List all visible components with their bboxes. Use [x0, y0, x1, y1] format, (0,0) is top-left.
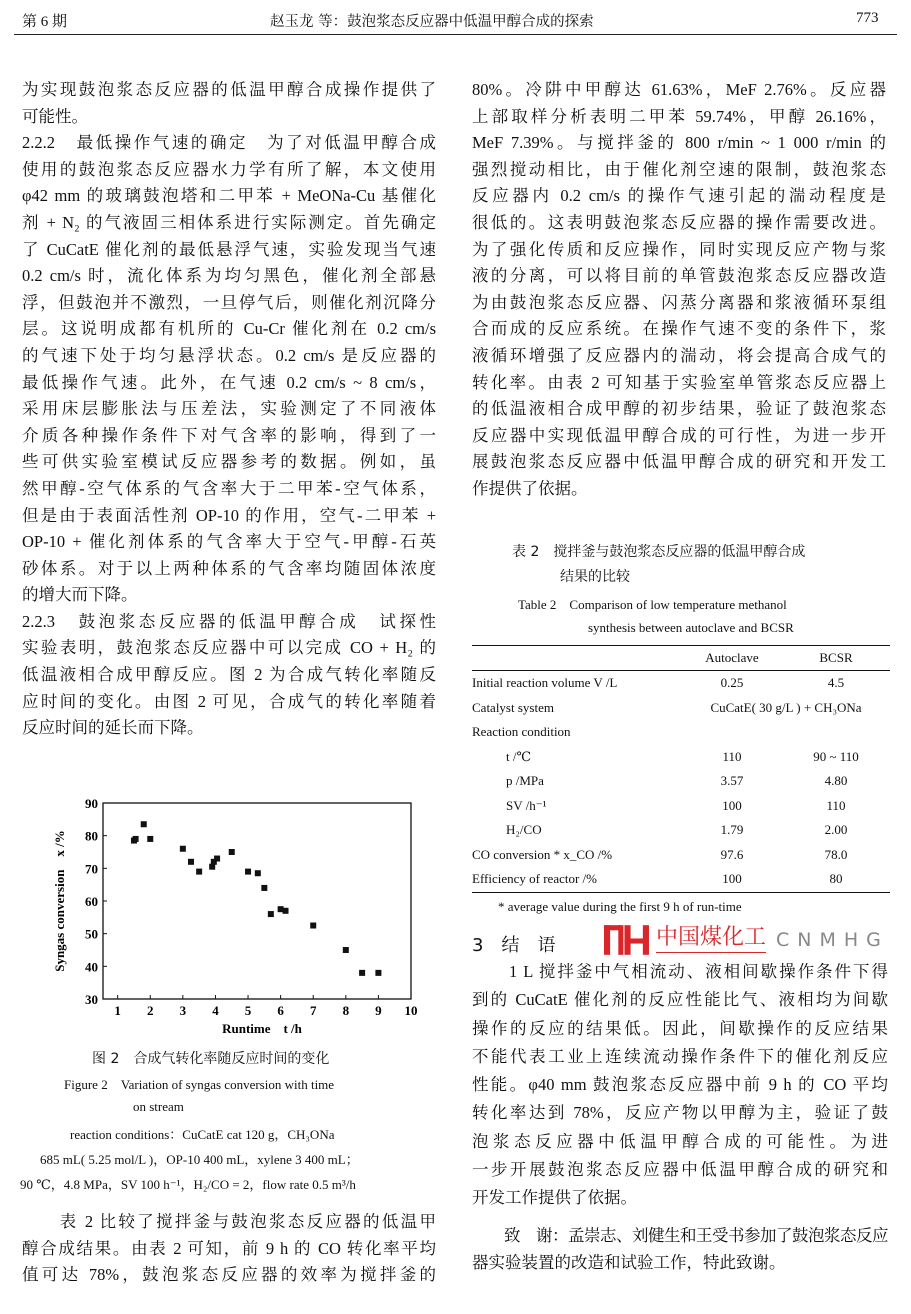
text-line: 采用床层膨胀法与压差法，实验测定了不同液体	[22, 399, 436, 419]
y-tick-label: 60	[85, 894, 98, 909]
text-line: 醇合成结果。由表 2 可知，前 9 h 的 CO 转化率平均	[22, 1238, 436, 1258]
x-tick-label: 7	[309, 1003, 317, 1018]
table-footnote: * average value during the first 9 h of run-time	[498, 899, 742, 914]
text-line: 为了强化传质和反应操作，同时实现反应产物与浆	[472, 239, 886, 259]
text-line: 应时间的变化。由图 2 可见，合成气的转化率随着	[22, 691, 436, 711]
text-line: 的增大而下降。	[22, 585, 138, 605]
text-line: 器实验装置的改造和试验工作，特此致谢。	[472, 1252, 786, 1272]
figure-caption-cn: 图 2 合成气转化率随反应时间的变化	[92, 1051, 330, 1067]
y-tick-label: 80	[85, 828, 98, 844]
y-tick-label: 50	[85, 926, 98, 942]
cell-bcsr: 110	[826, 797, 846, 813]
text-line: 表 2 比较了搅拌釜与鼓泡浆态反应器的低温甲	[22, 1212, 436, 1231]
text-line: 不能代表工业上连续流动操作条件下的催化剂反应	[472, 1046, 888, 1066]
y-tick-label: 70	[85, 861, 98, 877]
text-line: 剂 + N₂ 的气液固三相体系进行实际测定。首先确定	[22, 212, 436, 232]
watermark-mark-icon	[604, 925, 650, 955]
data-point	[255, 870, 261, 876]
watermark-cn: 中国煤化工	[656, 924, 766, 953]
row-label: Catalyst system	[472, 699, 554, 715]
left-column-text	[22, 77, 436, 742]
page-number: 773	[856, 10, 879, 26]
acknowledgement-text	[472, 1223, 888, 1276]
row-label: t /℃	[506, 748, 532, 764]
cell-bcsr: 80	[829, 871, 843, 887]
table-row	[472, 867, 890, 892]
right-column-text	[472, 77, 886, 503]
cell-autoclave: 97.6	[720, 846, 744, 862]
y-tick-label: 30	[85, 992, 98, 1007]
text-line: 为实现鼓泡浆态反应器的低温甲醇合成操作提供了	[22, 80, 436, 99]
text-line: 0.2 cm/s 时，流化体系为均匀黑色，催化剂全部悬	[22, 266, 436, 286]
table-row	[472, 671, 890, 696]
text-line: 液循环增强了反应器内的湍动，将会提高合成气的	[472, 345, 886, 365]
section-heading: 3 结 语	[472, 935, 556, 956]
cell-bcsr: 2.00	[824, 822, 848, 838]
text-line: 转化率。由表 2 可知基于实验室单管浆态反应器上	[472, 372, 886, 392]
text-line: 实验表明，鼓泡浆态反应器中可以完成 CO + H₂ 的	[22, 638, 436, 658]
x-axis-label: Runtime t /h	[222, 1021, 302, 1036]
text-line: 开发工作提供了依据。	[472, 1188, 637, 1208]
y-tick-label: 90	[85, 796, 98, 811]
text-line: 砂体系。对于以上两种体系的气含率均随固体浓度	[22, 558, 436, 578]
left-bottom-text	[22, 1209, 436, 1289]
row-label: p /MPa	[506, 773, 544, 789]
watermark-en: CNMHG	[776, 929, 889, 951]
text-line: 的气速下处于均匀悬浮状态。0.2 cm/s 是反应器的	[22, 345, 436, 365]
table-row	[472, 818, 890, 843]
data-point	[196, 869, 202, 875]
data-point	[188, 859, 194, 865]
cell-autoclave: 3.57	[720, 773, 744, 789]
text-line: 为由鼓泡浆态反应器、闪蒸分离器和浆液循环泵组	[472, 292, 886, 312]
x-tick-label: 3	[179, 1003, 187, 1018]
table-title-cn-2: 结果的比较	[560, 569, 630, 585]
text-line: 了 CuCatE 催化剂的最低悬浮气速，实验发现当气速	[22, 239, 436, 259]
row-label: Reaction condition	[472, 724, 571, 740]
cell-bcsr: 90 ~ 110	[813, 748, 859, 764]
text-line: 上部取样分析表明二甲苯 59.74%，甲醇 26.16%，	[472, 106, 886, 126]
cell-bcsr: 78.0	[824, 846, 848, 862]
text-line: 反应器中实现低温甲醇合成的可行性，为进一步开	[472, 425, 886, 445]
text-line: 致 谢：孟崇志、刘健生和王受书参加了鼓泡浆态反应	[472, 1226, 888, 1245]
x-tick-label: 8	[342, 1003, 350, 1018]
text-line: 性能。φ40 mm 鼓泡浆态反应器中前 9 h 的 CO 平均	[472, 1075, 888, 1095]
table-header-row	[472, 646, 890, 671]
row-label: H₂/CO	[506, 822, 542, 838]
text-line: 很低的。这表明鼓泡浆态反应器的操作需要改进。	[472, 212, 886, 232]
figure-conditions-3: 90 ℃，4.8 MPa，SV 100 h⁻¹，H₂/CO = 2，flow rate 0.5 m³/h	[20, 1177, 356, 1192]
text-line: 展鼓泡浆态反应器中低温甲醇合成的研究和开发工	[472, 452, 886, 472]
table-row	[472, 720, 890, 745]
header-rule	[14, 34, 897, 35]
text-line: 2.2.3 鼓泡浆态反应器的低温甲醇合成 试探性	[22, 611, 436, 631]
text-line: 值可达 78%，鼓泡浆态反应器的效率为搅拌釜的	[22, 1265, 436, 1285]
text-line: 泡浆态反应器中低温甲醇合成的可能性。为进	[472, 1131, 888, 1151]
header-cell: BCSR	[782, 646, 890, 671]
data-point	[147, 836, 153, 842]
row-label: Initial reaction volume V /L	[472, 675, 618, 691]
table-row	[472, 769, 890, 794]
cell-bcsr: 4.80	[824, 773, 848, 789]
data-point	[141, 821, 147, 827]
y-tick-label: 40	[85, 959, 98, 975]
cell-autoclave: 110	[722, 748, 742, 764]
text-line: 介质各种操作条件下对气含率的影响，得到了一	[22, 425, 436, 445]
row-label: SV /h⁻¹	[506, 797, 547, 813]
data-point	[229, 849, 235, 855]
data-point	[133, 836, 139, 842]
text-line: 80%。冷阱中甲醇达 61.63%，MeF 2.76%。反应器	[472, 80, 886, 99]
figure-conditions-2: 685 mL( 5.25 mol/L )，OP-10 400 mL，xylene 3 400 mL；	[40, 1152, 359, 1167]
text-line: 的低温液相合成甲醇的初步结果，验证了鼓泡浆态	[472, 399, 886, 419]
text-line: 到的 CuCatE 催化剂的反应性能比气、液相均为间歇	[472, 990, 888, 1010]
data-point	[375, 970, 381, 976]
text-line: 一步开展鼓泡浆态反应器中低温甲醇合成的研究和	[472, 1160, 888, 1180]
cell-autoclave: 1.79	[720, 822, 744, 838]
header-cell: Autoclave	[682, 646, 782, 671]
text-line: 液的分离，可以将目前的单管鼓泡浆态反应器改造	[472, 266, 886, 286]
text-line: 浮，但鼓泡并不激烈，一旦停气后，则催化剂沉降分	[22, 292, 436, 312]
cell-autoclave	[682, 720, 782, 745]
figure-conditions-1: reaction conditions：CuCatE cat 120 g，CH₃ONa	[70, 1127, 335, 1142]
conclusion-text	[472, 958, 888, 1213]
text-line: MeF 7.39%。与搅拌釜的 800 r/min ~ 1 000 r/min 的	[472, 133, 886, 153]
text-line: 强烈搅动相比，由于催化剂空速的限制，鼓泡浆态	[472, 159, 886, 179]
text-line: 可能性。	[22, 106, 88, 126]
data-point	[214, 856, 220, 862]
x-tick-label: 5	[244, 1003, 252, 1018]
text-line: 层。这说明成都有机所的 Cu-Cr 催化剂在 0.2 cm/s	[22, 319, 436, 339]
cell-autoclave: 100	[722, 797, 742, 813]
syngas-conversion-chart	[40, 790, 440, 1040]
data-point	[261, 885, 267, 891]
table-row	[472, 794, 890, 819]
text-line: 转化率达到 78%，反应产物以甲醇为主，验证了鼓	[472, 1103, 888, 1123]
figure-caption-en: Figure 2 Variation of syngas conversion with time	[64, 1077, 335, 1092]
cell-bcsr: 4.5	[827, 675, 845, 691]
header-cell	[472, 646, 682, 671]
cell-autoclave: 0.25	[720, 675, 744, 691]
table-row	[472, 745, 890, 770]
x-tick-label: 9	[375, 1003, 382, 1018]
text-line: 但是由于表面活性剂 OP-10 的作用，空气-二甲苯 +	[22, 505, 436, 525]
data-point	[180, 846, 186, 852]
text-line: 低温液相合成甲醇反应。图 2 为合成气转化率随反	[22, 665, 436, 685]
table-row	[472, 696, 890, 721]
x-tick-label: 4	[212, 1003, 219, 1018]
table-title-cn: 表 2 搅拌釜与鼓泡浆态反应器的低温甲醇合成	[512, 544, 806, 560]
data-point	[310, 923, 316, 929]
cell-bcsr	[782, 720, 890, 745]
data-point	[245, 869, 251, 875]
text-line: 操作的反应的结果低。因此，间歇操作的反应结果	[472, 1018, 888, 1038]
row-label: Efficiency of reactor /%	[472, 871, 597, 887]
y-axis-label: Syngas conversion x /%	[52, 830, 67, 972]
text-line: 合而成的反应系统。在操作气速不变的条件下，浆	[472, 319, 886, 339]
text-line: 1 L 搅拌釜中气相流动、液相间歇操作条件下得	[472, 962, 888, 981]
x-tick-label: 2	[147, 1003, 154, 1018]
x-tick-label: 6	[277, 1003, 284, 1018]
data-point	[268, 911, 274, 917]
text-line: φ42 mm 的玻璃鼓泡塔和二甲苯 + MeONa-Cu 基催化	[22, 186, 436, 206]
row-label: CO conversion * x_CO /%	[472, 846, 613, 862]
cell-value: CuCatE( 30 g/L ) + CH₃ONa	[710, 699, 862, 715]
text-line: 作提供了依据。	[472, 478, 588, 498]
text-line: 最低操作气速。此外，在气速 0.2 cm/s ~ 8 cm/s，	[22, 372, 436, 392]
data-point	[359, 970, 365, 976]
table-title-en: Table 2 Comparison of low temperature methanol	[518, 597, 787, 612]
data-point	[283, 908, 289, 914]
text-line: 反应器内 0.2 cm/s 的操作气速引起的湍动程度是	[472, 186, 886, 206]
x-tick-label: 10	[404, 1003, 418, 1018]
text-line: 然甲醇-空气体系的气含率大于二甲苯-空气体系，	[22, 478, 436, 498]
figure-caption-en-2: on stream	[133, 1099, 184, 1114]
issue-number: 第 6 期	[22, 14, 68, 30]
cell-autoclave: 100	[722, 871, 742, 887]
running-title: 赵玉龙 等：鼓泡浆态反应器中低温甲醇合成的探索	[270, 14, 594, 30]
text-line: 2.2.2 最低操作气速的确定 为了对低温甲醇合成	[22, 133, 436, 153]
x-tick-label: 1	[114, 1003, 121, 1018]
plot-frame	[103, 803, 411, 999]
text-line: 使用的鼓泡浆态反应器水力学有所了解，本文使用	[22, 159, 436, 179]
text-line: OP-10 + 催化剂体系的气含率大于空气-甲醇-石英	[22, 532, 436, 552]
table-title-en-2: synthesis between autoclave and BCSR	[588, 620, 794, 635]
data-point	[343, 947, 349, 953]
table-row	[472, 843, 890, 868]
comparison-table	[472, 645, 890, 893]
watermark-logo	[604, 924, 888, 956]
text-line: 些可供实验室模试反应器参考的数据。例如，虽	[22, 452, 436, 472]
text-line: 反应时间的延长而下降。	[22, 718, 204, 738]
